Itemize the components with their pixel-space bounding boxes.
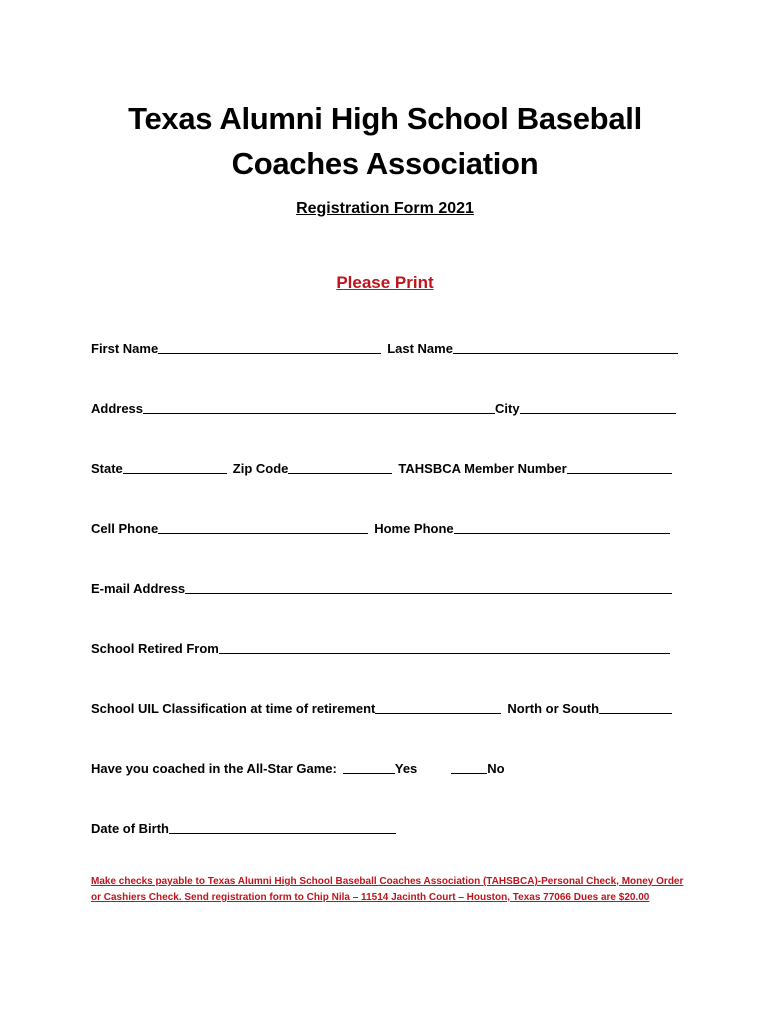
home-phone-label: Home Phone [374,521,454,536]
member-number-label: TAHSBCA Member Number [398,461,567,476]
allstar-yes-field[interactable] [343,759,395,774]
school-row [91,636,670,656]
state-label: State [91,461,123,476]
home-phone-field[interactable] [454,519,670,534]
cell-phone-label: Cell Phone [91,521,159,536]
allstar-yes-label: Yes [394,761,418,776]
allstar-row [91,756,530,776]
payment-instructions: Make checks payable to Texas Alumni High School Baseball Coaches Association (TAHSBCA)-Personal Check, Money Order or Cashiers Check. Send registration form to Chip Nila – 11514 Jacinth Court – Houston, Texas 77066 Dues are $20.00 [91,876,684,903]
zip-code-label: Zip Code [232,461,289,476]
address-label: Address [91,401,144,416]
date-of-birth-label: Date of Birth [91,821,169,836]
city-label: City [495,401,520,416]
state-zip-row [91,456,672,476]
north-south-field[interactable] [599,699,672,714]
last-name-field[interactable] [453,339,678,354]
allstar-no-label: No [487,761,505,776]
city-field[interactable] [520,399,676,414]
email-field[interactable] [185,579,672,594]
state-field[interactable] [123,459,227,474]
cell-phone-field[interactable] [158,519,368,534]
school-retired-label: School Retired From [91,641,219,656]
school-retired-field[interactable] [219,639,670,654]
last-name-label: Last Name [387,341,453,356]
uil-classification-field[interactable] [375,699,501,714]
email-row [91,576,672,596]
allstar-question-label: Have you coached in the All-Star Game: [91,761,337,776]
phone-row [91,516,670,536]
form-title-line-1: Texas Alumni High School Baseball [128,101,642,136]
first-name-field[interactable] [158,339,381,354]
email-label: E-mail Address [91,581,186,596]
member-number-field[interactable] [567,459,672,474]
north-south-label: North or South [507,701,600,716]
address-row [91,396,676,416]
dob-row [91,816,396,836]
date-of-birth-field[interactable] [169,819,396,834]
address-field[interactable] [143,399,495,414]
please-print-instruction: Please Print [336,273,434,292]
first-name-label: First Name [91,341,159,356]
classification-row [91,696,672,716]
zip-code-field[interactable] [288,459,392,474]
form-title-line-2: Coaches Association [231,146,539,181]
form-subtitle: Registration Form 2021 [296,200,474,217]
name-row [91,336,678,356]
allstar-no-field[interactable] [451,759,487,774]
uil-classification-label: School UIL Classification at time of retirement [91,701,376,716]
